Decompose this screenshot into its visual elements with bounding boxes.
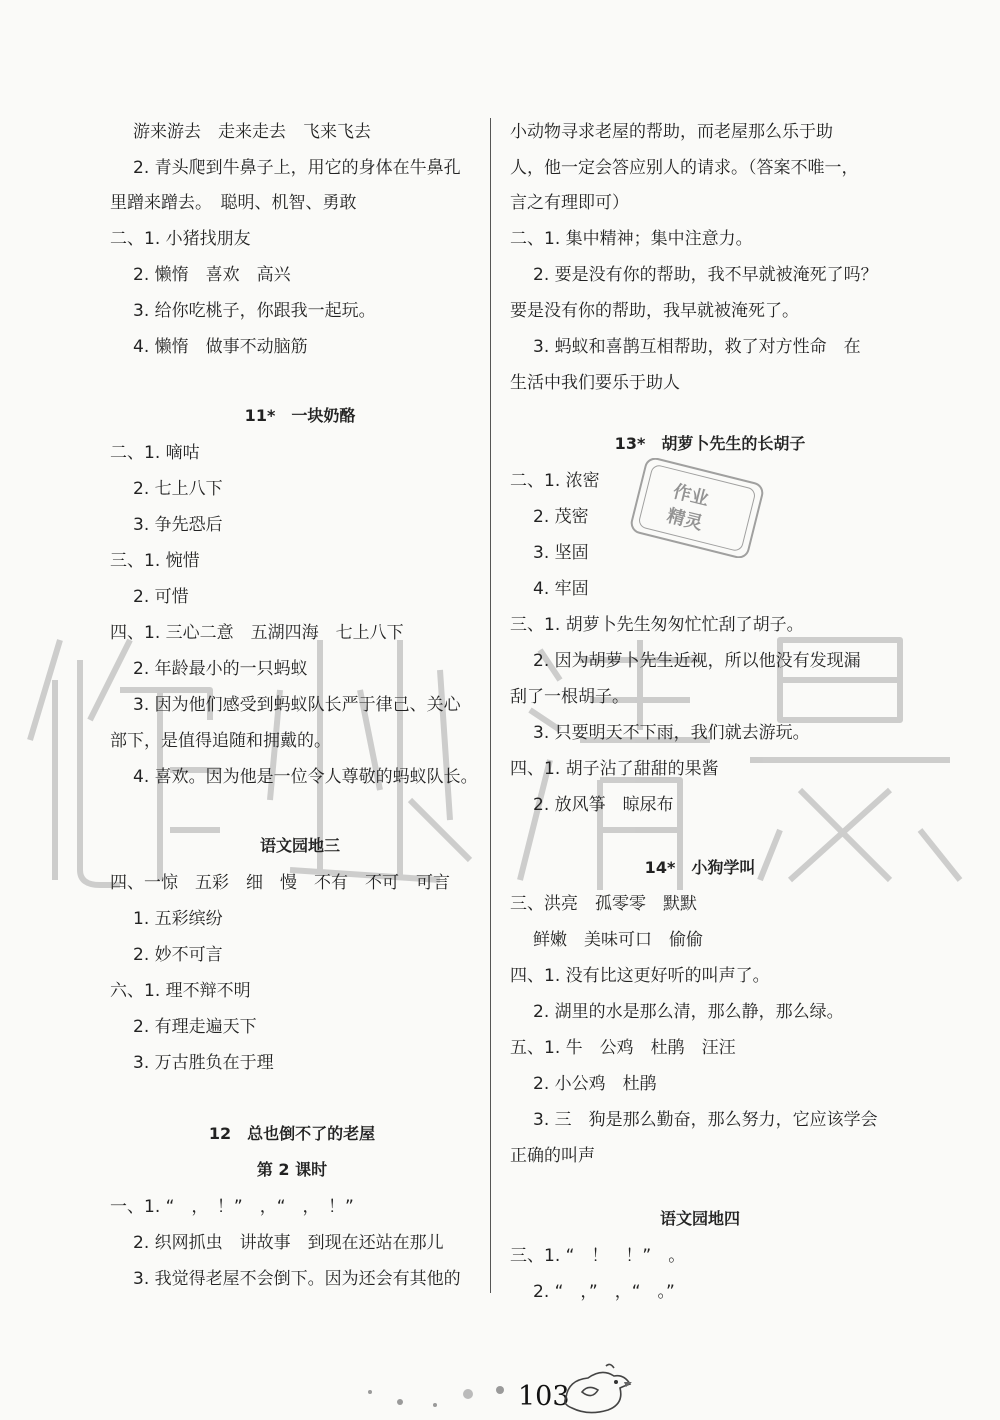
- answer-line: 3. 我觉得老屋不会倒下。因为还会有其他的: [133, 1269, 461, 1289]
- answer-line: 二、1. 浓密: [510, 471, 600, 491]
- answer-line: 小动物寻求老屋的帮助，而老屋那么乐于助: [510, 122, 833, 142]
- answer-line: 部下，是值得追随和拥戴的。: [110, 731, 331, 751]
- answer-line: 四、1. 没有比这更好听的叫声了。: [510, 966, 770, 986]
- answer-line: 2. 妙不可言: [133, 945, 223, 965]
- answer-line: 2. 因为胡萝卜先生近视，所以他没有发现漏: [533, 651, 861, 671]
- answer-line: 4. 牢固: [533, 579, 589, 599]
- answer-line: 二、1. 集中精神；集中注意力。: [510, 229, 753, 249]
- answer-line: 三、1. 胡萝卜先生匆匆忙忙刮了胡子。: [510, 615, 804, 635]
- answer-line: 鲜嫩 美味可口 偷偷: [533, 930, 703, 950]
- answer-line: 二、1. 小猪找朋友: [110, 229, 251, 249]
- answer-line: 2. 青头爬到牛鼻子上，用它的身体在牛鼻孔: [133, 158, 461, 178]
- section-title: 语文园地四: [659, 1209, 741, 1228]
- answer-line: 3. 给你吃桃子，你跟我一起玩。: [133, 301, 376, 321]
- answer-line: 2. 湖里的水是那么清，那么静，那么绿。: [533, 1002, 844, 1022]
- section-title: 14* 小狗学叫: [644, 858, 756, 877]
- answer-line: 2. 懒惰 喜欢 高兴: [133, 265, 291, 285]
- answer-line: 3. 万古胜负在于理: [133, 1053, 274, 1073]
- stamp-logo: [622, 458, 772, 558]
- answer-line: 4. 懒惰 做事不动脑筋: [133, 337, 308, 357]
- svg-text:作业: 作业: [670, 481, 711, 511]
- answer-line: 3. 因为他们感受到蚂蚁队长严于律己、关心: [133, 695, 461, 715]
- answer-line: 2. 小公鸡 杜鹃: [533, 1074, 657, 1094]
- column-divider: [490, 118, 491, 1293]
- answer-line: 游来游去 走来走去 飞来飞去: [133, 122, 371, 142]
- answer-line: 三、1. “ ！ ！” 。: [510, 1246, 686, 1266]
- answer-line: 3. 坚固: [533, 543, 589, 563]
- answer-line: 2. 织网抓虫 讲故事 到现在还站在那儿: [133, 1233, 444, 1253]
- section-subtitle: 第 2 课时: [256, 1160, 328, 1179]
- answer-line: 2. 放风筝 晾尿布: [533, 795, 674, 815]
- section-title: 语文园地三: [259, 836, 341, 855]
- answer-line: 4. 喜欢。因为他是一位令人尊敬的蚂蚁队长。: [133, 767, 478, 787]
- answer-line: 人，他一定会答应别人的请求。（答案不唯一，: [510, 158, 859, 178]
- answer-line: 六、1. 理不辩不明: [110, 981, 251, 1001]
- section-title: 12 总也倒不了的老屋: [208, 1124, 376, 1143]
- answer-line: 3. 只要明天不下雨，我们就去游玩。: [533, 723, 810, 743]
- bird-icon: [558, 1360, 638, 1420]
- answer-line: 2. 年龄最小的一只蚂蚁: [133, 659, 308, 679]
- answer-line: 五、1. 牛 公鸡 杜鹃 汪汪: [510, 1038, 736, 1058]
- answer-line: 四、1. 胡子沾了甜甜的果酱: [510, 759, 719, 779]
- answer-line: 二、1. 嘀咕: [110, 443, 200, 463]
- decorative-dots: [360, 1372, 520, 1412]
- answer-line: 2. 有理走遍天下: [133, 1017, 257, 1037]
- answer-line: 三、洪亮 孤零零 默默: [510, 894, 697, 914]
- answer-line: 2. 可惜: [133, 587, 189, 607]
- answer-line: 1. 五彩缤纷: [133, 909, 223, 929]
- answer-line: 要是没有你的帮助，我早就被淹死了。: [510, 301, 799, 321]
- answer-line: 3. 三 狗是那么勤奋，那么努力，它应该学会: [533, 1110, 878, 1130]
- answer-line: 2. “ ，” ，“ 。”: [533, 1282, 675, 1302]
- section-title: 13* 胡萝卜先生的长胡子: [614, 434, 806, 453]
- page-number: 103: [518, 1381, 570, 1412]
- answer-line: 四、1. 三心二意 五湖四海 七上八下: [110, 623, 404, 643]
- answer-line: 正确的叫声: [510, 1146, 595, 1166]
- answer-line: 三、1. 惋惜: [110, 551, 200, 571]
- answer-line: 一、1. “ ， ！” ，“ ， ！”: [110, 1197, 354, 1217]
- answer-line: 2. 七上八下: [133, 479, 223, 499]
- answer-line: 2. 茂密: [533, 507, 589, 527]
- answer-line: 生活中我们要乐于助人: [510, 373, 680, 393]
- answer-line: 3. 争先恐后: [133, 515, 223, 535]
- answer-line: 2. 要是没有你的帮助，我不早就被淹死了吗？: [533, 265, 878, 285]
- section-title: 11* 一块奶酪: [244, 406, 356, 425]
- answer-line: 言之有理即可）: [510, 193, 629, 213]
- answer-line: 3. 蚂蚁和喜鹊互相帮助，救了对方性命 在: [533, 337, 861, 357]
- answer-line: 里蹭来蹭去。 聪明、机智、勇敢: [110, 193, 357, 213]
- svg-text:精灵: 精灵: [664, 505, 705, 535]
- answer-line: 刮了一根胡子。: [510, 687, 629, 707]
- answer-line: 四、一惊 五彩 细 慢 不有 不可 可言: [110, 873, 450, 893]
